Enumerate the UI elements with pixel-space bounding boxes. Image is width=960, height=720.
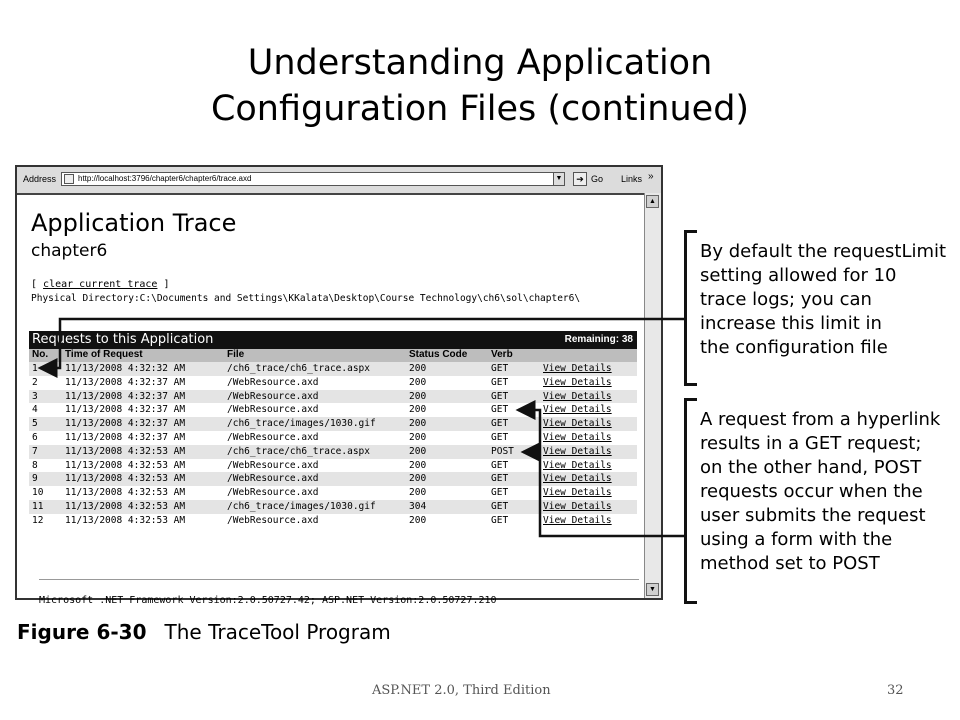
view-details-link[interactable]: View Details (543, 431, 612, 443)
callout-get-post (700, 408, 955, 576)
row-verb: GET (491, 500, 509, 512)
row-verb: GET (491, 487, 509, 499)
row-no: 11 (32, 500, 44, 512)
row-time: 11/13/2008 4:32:37 AM (65, 376, 186, 388)
remaining-count: Remaining: 38 (564, 334, 633, 345)
table-row (29, 486, 637, 500)
view-details-link[interactable]: View Details (543, 459, 612, 471)
row-file: /WebResource.axd (227, 459, 319, 471)
col-file: File (227, 349, 245, 360)
slide-title-line1: Understanding Application (247, 43, 713, 83)
row-status: 200 (409, 363, 427, 374)
row-time: 11/13/2008 4:32:53 AM (65, 500, 186, 512)
row-verb: GET (491, 473, 509, 485)
column-headers (29, 349, 637, 362)
row-file: /WebResource.axd (227, 514, 319, 526)
address-input[interactable] (61, 172, 564, 186)
row-verb: GET (491, 404, 509, 416)
row-verb: GET (491, 431, 509, 443)
row-status: 200 (409, 390, 427, 402)
row-no: 10 (32, 487, 44, 499)
address-dropdown-icon[interactable]: ▼ (553, 172, 565, 186)
requests-table (29, 331, 637, 528)
clear-prefix: [ (31, 279, 44, 290)
row-no: 1 (32, 363, 38, 374)
figure-label: Figure 6-30 (17, 620, 147, 644)
row-status: 200 (409, 376, 427, 388)
vertical-scrollbar[interactable] (644, 193, 661, 598)
callout-line: trace logs; you can (700, 289, 872, 310)
footer-course-title: ASP.NET 2.0, Third Edition (372, 683, 551, 698)
row-status: 200 (409, 473, 427, 485)
row-time: 11/13/2008 4:32:37 AM (65, 390, 186, 402)
row-time: 11/13/2008 4:32:32 AM (65, 363, 186, 374)
row-status: 200 (409, 445, 427, 457)
row-time: 11/13/2008 4:32:53 AM (65, 514, 186, 526)
view-details-link[interactable]: View Details (543, 473, 612, 485)
table-row (29, 445, 637, 459)
framework-version: Microsoft .NET Framework Version:2.0.50727.42; ASP.NET Version:2.0.50727.210 (39, 595, 497, 606)
table-row (29, 431, 637, 445)
figure-caption-text: The TraceTool Program (164, 620, 391, 644)
row-file: /ch6_trace/images/1030.gif (227, 500, 376, 512)
row-time: 11/13/2008 4:32:53 AM (65, 487, 186, 499)
row-file: /WebResource.axd (227, 473, 319, 485)
table-row (29, 390, 637, 404)
trace-subtitle: chapter6 (31, 241, 108, 261)
callout-line: method set to POST (700, 553, 880, 574)
col-no: No. (32, 349, 49, 360)
row-status: 304 (409, 500, 427, 512)
physical-directory: Physical Directory:C:\Documents and Settings\KKalata\Desktop\Course Technology\ch6\sol\chapter6\ (31, 293, 581, 304)
table-row (29, 417, 637, 431)
view-details-link[interactable]: View Details (543, 404, 612, 416)
slide-title-line2: Configuration Files (continued) (210, 89, 750, 129)
page-number: 32 (887, 683, 904, 698)
requests-table-header (29, 331, 637, 349)
col-time: Time of Request (65, 349, 143, 360)
view-details-link[interactable]: View Details (543, 376, 612, 388)
callout-line: A request from a hyperlink (700, 409, 941, 430)
view-details-link[interactable]: View Details (543, 445, 612, 457)
row-verb: GET (491, 390, 509, 402)
chevron-right-icon[interactable]: » (648, 171, 654, 182)
row-file: /WebResource.axd (227, 404, 319, 416)
row-no: 9 (32, 473, 38, 485)
row-status: 200 (409, 431, 427, 443)
row-time: 11/13/2008 4:32:37 AM (65, 418, 186, 430)
scroll-up-icon[interactable]: ▲ (646, 195, 659, 208)
scroll-down-icon[interactable]: ▼ (646, 583, 659, 596)
links-button[interactable]: Links (621, 174, 643, 184)
callout-line: using a form with the (700, 529, 893, 550)
row-no: 12 (32, 514, 44, 526)
row-verb: POST (491, 445, 514, 457)
row-status: 200 (409, 459, 427, 471)
go-button[interactable]: Go (591, 174, 604, 184)
callout-line: increase this limit in (700, 313, 882, 334)
row-no: 4 (32, 404, 38, 416)
table-row (29, 376, 637, 390)
view-details-link[interactable]: View Details (543, 487, 612, 499)
row-time: 11/13/2008 4:32:53 AM (65, 473, 186, 485)
clear-trace-line (31, 279, 169, 290)
view-details-link[interactable]: View Details (543, 390, 612, 402)
requests-table-title: Requests to this Application (32, 332, 214, 347)
callout-line: the configuration file (700, 337, 888, 358)
row-file: /WebResource.axd (227, 487, 319, 499)
row-time: 11/13/2008 4:32:53 AM (65, 459, 186, 471)
callout-line: requests occur when the (700, 481, 923, 502)
row-no: 7 (32, 445, 38, 457)
divider (39, 579, 639, 580)
row-time: 11/13/2008 4:32:37 AM (65, 404, 186, 416)
table-row (29, 514, 637, 528)
row-status: 200 (409, 418, 427, 430)
row-file: /WebResource.axd (227, 390, 319, 402)
callout-line: on the other hand, POST (700, 457, 922, 478)
callout-line: setting allowed for 10 (700, 265, 897, 286)
row-verb: GET (491, 363, 509, 374)
row-no: 2 (32, 376, 38, 388)
row-no: 5 (32, 418, 38, 430)
row-verb: GET (491, 514, 509, 526)
callout-line: By default the requestLimit (700, 241, 947, 262)
row-no: 3 (32, 390, 38, 402)
row-verb: GET (491, 459, 509, 471)
page-icon (64, 174, 74, 184)
request-rows (29, 362, 637, 528)
row-verb: GET (491, 418, 509, 430)
row-status: 200 (409, 487, 427, 499)
row-status: 200 (409, 404, 427, 416)
table-row (29, 500, 637, 514)
clear-suffix: ] (157, 279, 170, 290)
clear-current-trace-link[interactable]: clear current trace (43, 279, 158, 290)
table-row (29, 459, 637, 473)
address-url: http://localhost:3796/chapter6/chapter6/trace.axd (78, 174, 252, 183)
row-no: 6 (32, 431, 38, 443)
row-verb: GET (491, 376, 509, 388)
row-file: /ch6_trace/images/1030.gif (227, 418, 376, 430)
figure-caption (17, 620, 391, 644)
callout-request-limit (700, 240, 955, 360)
col-verb: Verb (491, 349, 513, 360)
trace-title: Application Trace (31, 209, 237, 237)
table-row (29, 362, 637, 376)
address-bar (17, 167, 661, 195)
col-status: Status Code (409, 349, 468, 360)
row-file: /ch6_trace/ch6_trace.aspx (227, 363, 370, 374)
callout-line: results in a GET request; (700, 433, 922, 454)
table-row (29, 403, 637, 417)
table-row (29, 472, 637, 486)
callout-bracket-bottom (684, 398, 697, 604)
view-details-link[interactable]: View Details (543, 418, 612, 430)
slide-title (0, 40, 960, 132)
row-status: 200 (409, 514, 427, 526)
view-details-link[interactable]: View Details (543, 500, 612, 512)
view-details-link[interactable]: View Details (543, 363, 612, 374)
browser-window-screenshot (15, 165, 663, 606)
row-time: 11/13/2008 4:32:53 AM (65, 445, 186, 457)
row-file: /WebResource.axd (227, 376, 319, 388)
view-details-link[interactable]: View Details (543, 514, 612, 526)
row-time: 11/13/2008 4:32:37 AM (65, 431, 186, 443)
address-label: Address (23, 174, 57, 184)
row-file: /WebResource.axd (227, 431, 319, 443)
row-file: /ch6_trace/ch6_trace.aspx (227, 445, 370, 457)
go-arrow-icon[interactable]: ➔ (573, 172, 587, 186)
row-no: 8 (32, 459, 38, 471)
callout-line: user submits the request (700, 505, 926, 526)
callout-bracket-top (684, 230, 697, 386)
